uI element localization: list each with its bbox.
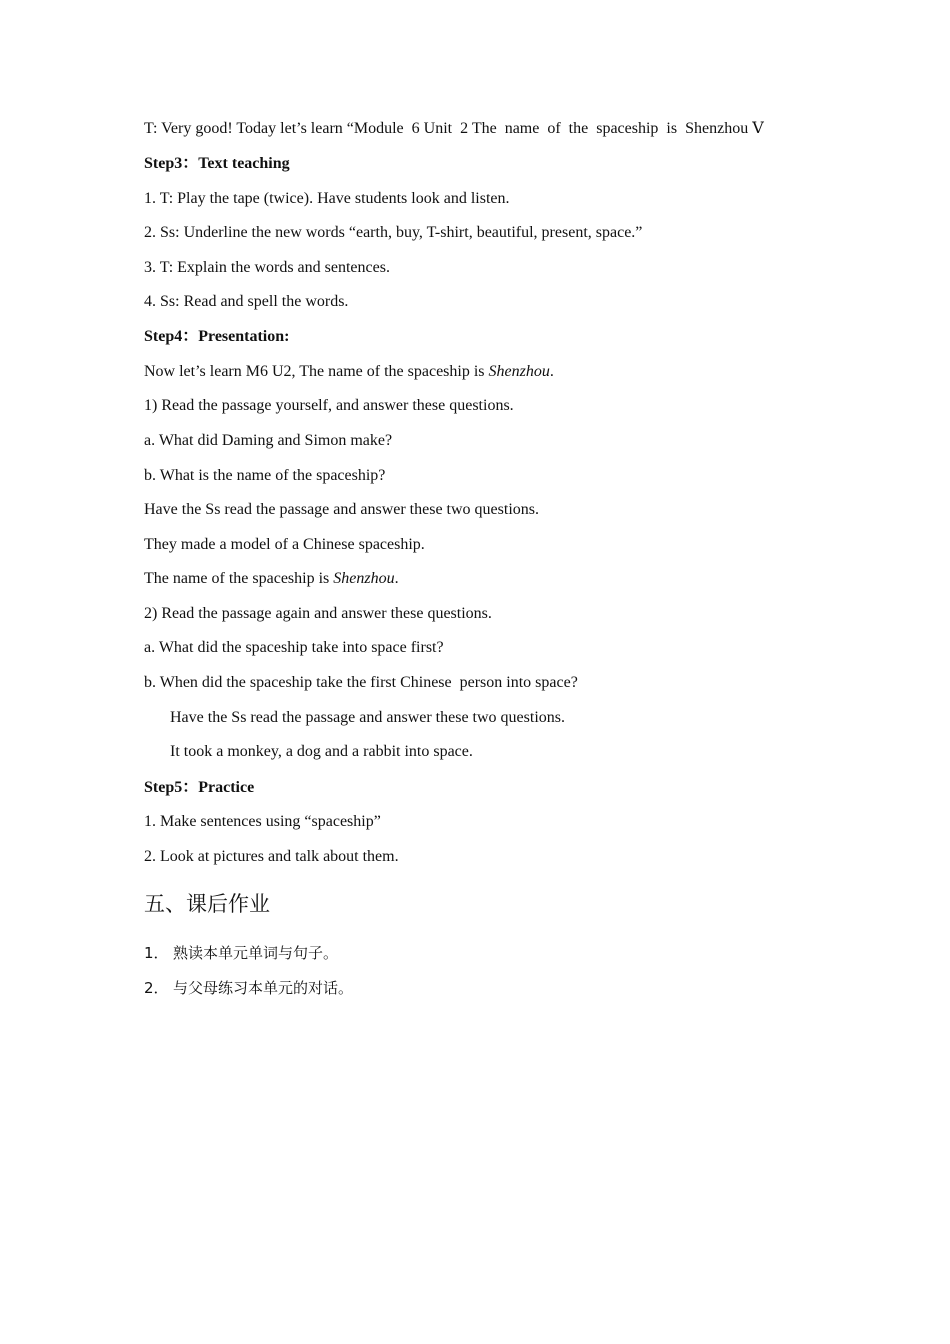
step4-question-2b: b. When did the spaceship take the first Chinese person into space? [144,674,578,691]
homework-heading: 五、课后作业 [144,892,270,916]
step4-intro-italic: Shenzhou [488,363,550,380]
step4-answer-1: They made a model of a Chinese spaceship. [144,536,425,553]
step3-item-1: 1. T: Play the tape (twice). Have students look and listen. [144,190,510,207]
step4-question-2: 2) Read the passage again and answer these questions. [144,605,492,622]
homework-item-number: 2． [144,979,169,997]
step4-intro [144,362,554,382]
step4-answer-2-italic: Shenzhou [333,570,395,587]
step3-heading: Step3：Text teaching [144,155,290,172]
intro-line: T: Very good! Today let’s learn “Module 6 Unit 2 The name of the spaceship is Shenzhou Ⅴ [144,120,764,137]
homework-item-text: 熟读本单元单词与句子。 [173,944,339,962]
step4-answer-2-text: The name of the spaceship is [144,570,334,587]
step4-heading: Step4：Presentation: [144,328,290,345]
step4-question-1a: a. What did Daming and Simon make? [144,432,393,449]
step4-question-1: 1) Read the passage yourself, and answer these questions. [144,397,514,414]
step4-question-2a: a. What did the spaceship take into space first? [144,639,444,656]
step4-answer-2-end: . [394,570,399,587]
step4-instruction-1: Have the Ss read the passage and answer these two questions. [144,501,539,518]
step4-instruction-2: Have the Ss read the passage and answer these two questions. [170,709,565,726]
step4-intro-end: . [549,363,554,380]
step4-intro-text: Now let’s learn M6 U2, The name of the spaceship is [144,363,489,380]
step4-answer-2 [144,569,399,589]
homework-item [144,978,353,998]
step5-item-1: 1. Make sentences using “spaceship” [144,813,381,830]
step3-item-3: 3. T: Explain the words and sentences. [144,259,390,276]
step3-item-2: 2. Ss: Underline the new words “earth, buy, T-shirt, beautiful, present, space.” [144,224,643,241]
step5-item-2: 2. Look at pictures and talk about them. [144,848,399,865]
step4-answer-3: It took a monkey, a dog and a rabbit into space. [170,743,473,760]
homework-item-text: 与父母练习本单元的对话。 [173,979,354,997]
homework-item-number: 1． [144,944,169,962]
homework-item [144,943,338,963]
step3-item-4: 4. Ss: Read and spell the words. [144,293,349,310]
step4-question-1b: b. What is the name of the spaceship? [144,467,386,484]
step5-heading: Step5：Practice [144,779,255,796]
